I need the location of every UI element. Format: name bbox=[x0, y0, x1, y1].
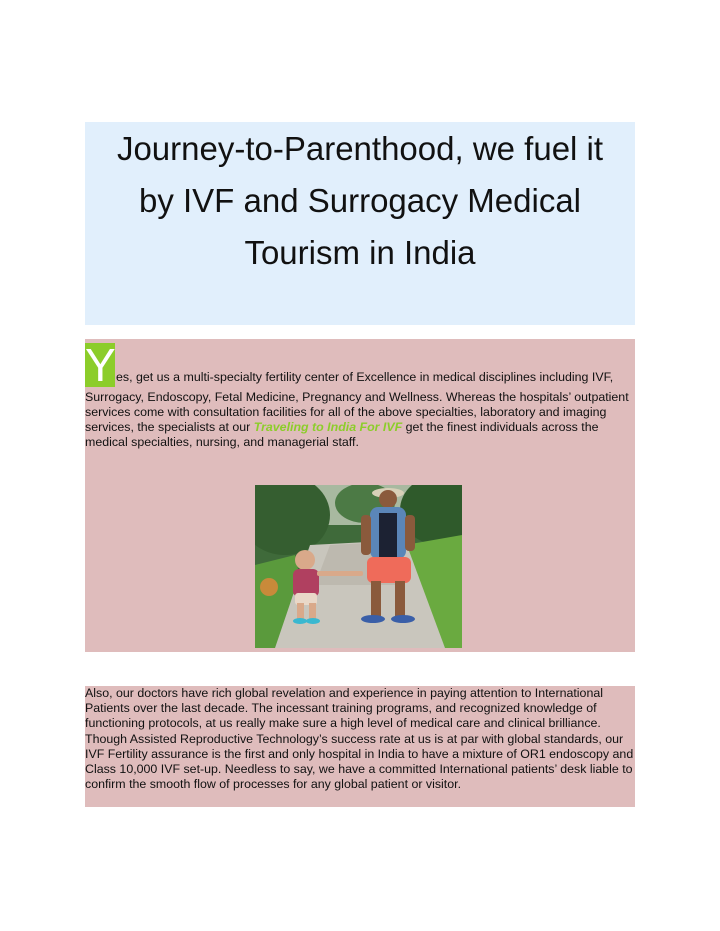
drop-cap: Y bbox=[85, 339, 116, 391]
title-box bbox=[85, 122, 635, 325]
page-title bbox=[85, 123, 635, 279]
intro-first-line: es, get us a multi-specialty fertility center of Excellence in medical disciplines including IVF, bbox=[116, 370, 614, 384]
title-line-3: Tourism in India bbox=[244, 234, 476, 271]
intro-paragraph bbox=[85, 339, 635, 450]
intro-body-after-link: get the finest individuals across the medical specialties, nursing, and managerial staff. bbox=[85, 420, 599, 449]
title-line-1: Journey-to-Parenthood, we fuel it bbox=[116, 130, 604, 167]
intro-body bbox=[85, 390, 635, 450]
traveling-to-india-link[interactable]: Traveling to India For IVF bbox=[253, 420, 403, 434]
intro-body-before-link: Surrogacy, Endoscopy, Fetal Medicine, Pregnancy and Wellness. Whereas the hospitals’ outpatient services come with consultation facilities for all of the above specialties, laboratory and imaging services, the specialists at our bbox=[85, 390, 629, 434]
intro-section bbox=[85, 339, 635, 652]
title-line-2: by IVF and Surrogacy Medical bbox=[138, 182, 582, 219]
second-paragraph: Also, our doctors have rich global revelation and experience in paying attention to International Patients over the last decade. The incessant training programs, and recognized knowledge of functioning protocols, at us really make sure a high level of medical care and clinical brilliance. Though Assisted Reproductive Technology’s success rate at us is at par with global standards, our IVF Fertility assurance is the first and only hospital in India to have a mixture of OR1 endoscopy and Class 10,000 IVF set-up. Needless to say, we have a committed International patients’ desk liable to confirm the smooth flow of processes for any global patient or visitor. bbox=[85, 686, 635, 807]
photo-man-and-child-walking bbox=[255, 485, 462, 648]
